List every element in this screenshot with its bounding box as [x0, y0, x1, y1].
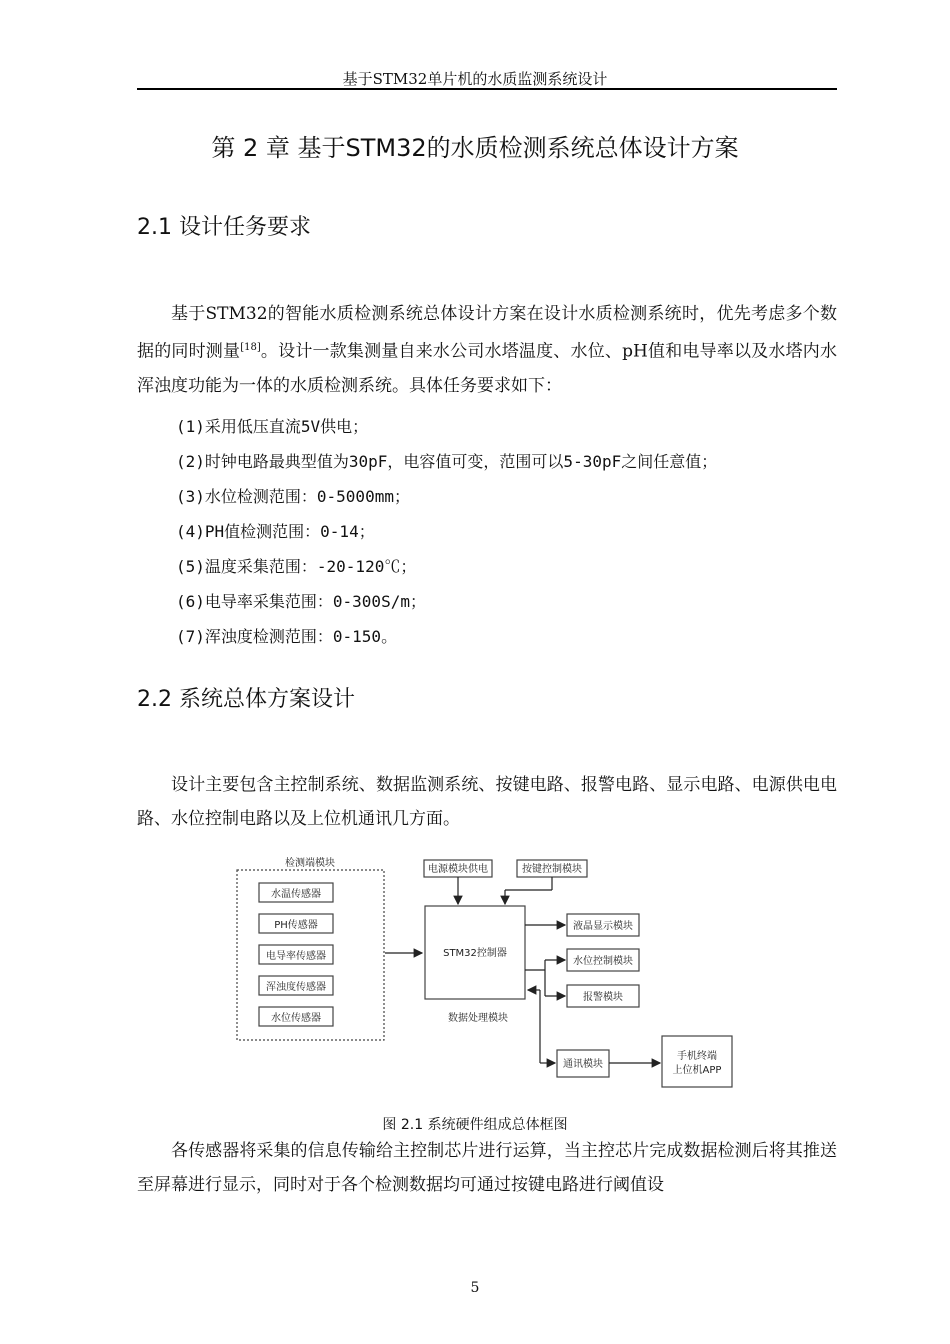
sensor-label: 浑浊度传感器	[266, 982, 326, 993]
intro-text-a: 基于STM32的智能水质检测系统总体设计方案在设计水质检测系统时，优先考虑多个数据的同时测量	[137, 304, 837, 362]
scheme-text: 设计主要包含主控制系统、数据监测系统、按键电路、报警电路、显示电路、电源供电电路、水位控制电路以及上位机通讯几方面。	[137, 775, 837, 829]
sensor-label: 电导率传感器	[266, 951, 326, 962]
lcd-label: 液晶显示模块	[573, 921, 633, 932]
section-heading-2-1: 2.1 设计任务要求	[137, 215, 311, 240]
group-label: 检测端模块	[285, 858, 335, 869]
intro-text-b: 。设计一款集测量自来水公司水塔温度、水位、pH值和电导率以及水塔内水浑浊度功能为一体的水质检测系统。具体任务要求如下：	[137, 341, 837, 396]
mcu-label: STM32控制器	[443, 948, 507, 959]
citation: [18]	[240, 342, 261, 353]
requirement-item: (4)PH值检测范围：0-14；	[176, 522, 375, 541]
section-heading-2-2: 2.2 系统总体方案设计	[137, 687, 355, 712]
requirement-item: (3)水位检测范围：0-5000mm；	[176, 487, 410, 506]
mcu-caption: 数据处理模块	[448, 1013, 508, 1024]
page-number: 5	[470, 1280, 480, 1296]
alarm-label: 报警模块	[583, 992, 623, 1003]
requirement-item: (1)采用低压直流5V供电；	[176, 417, 369, 436]
power-label: 电源模块供电	[428, 864, 488, 875]
chapter-title: 第 2 章 基于STM32的水质检测系统总体设计方案	[211, 134, 739, 162]
figure-caption: 图 2.1 系统硬件组成总体框图	[382, 1117, 568, 1133]
running-header: 基于STM32单片机的水质监测系统设计	[342, 70, 608, 88]
terminal-label: 上位机APP	[672, 1065, 722, 1076]
requirement-item: (6)电导率采集范围：0-300S/m；	[176, 592, 426, 611]
sensor-label: 水温传感器	[271, 889, 321, 900]
sensor-label: 水位传感器	[271, 1013, 321, 1024]
terminal-label: 手机终端	[677, 1051, 717, 1062]
requirement-item: (7)浑浊度检测范围：0-150。	[176, 627, 398, 646]
requirement-item: (5)温度采集范围：-20-120℃；	[176, 557, 417, 576]
sensor-label: PH传感器	[274, 920, 318, 931]
closing-paragraph	[137, 1134, 837, 1202]
keys-label: 按键控制模块	[522, 864, 582, 875]
water-ctrl-label: 水位控制模块	[573, 956, 633, 967]
closing-text: 各传感器将采集的信息传输给主控制芯片进行运算，当主控芯片完成数据检测后将其推送至屏幕进行显示，同时对于各个检测数据均可通过按键电路进行阈值设	[137, 1141, 837, 1195]
requirement-item: (2)时钟电路最典型值为30pF，电容值可变，范围可以5-30pF之间任意值；	[176, 452, 718, 471]
comm-label: 通讯模块	[563, 1059, 603, 1070]
